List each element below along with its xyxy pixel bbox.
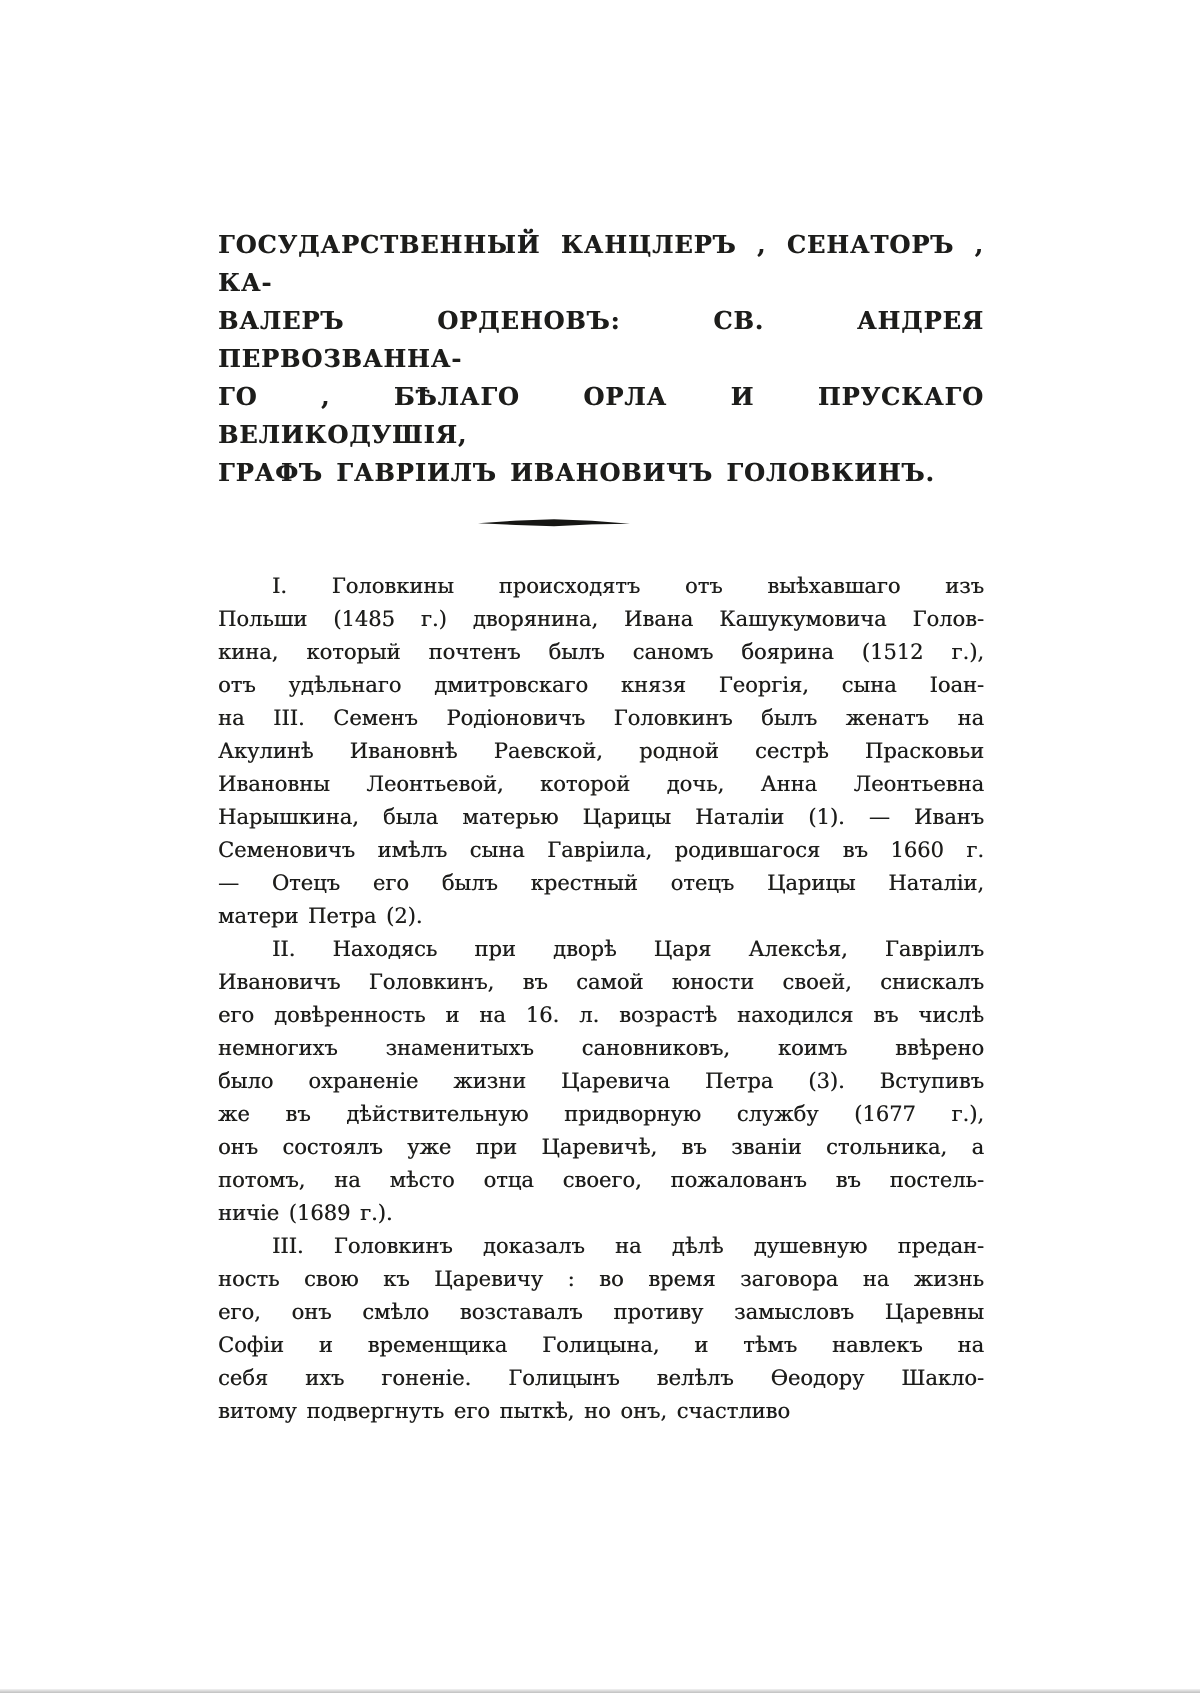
paragraph	[218, 570, 984, 933]
text-line: Нарышкина, была матерью Царицы Наталіи (1). — Иванъ	[218, 805, 984, 829]
heading-line: ГО , БѢЛАГО ОРЛА И ПРУСКАГО ВЕЛИКОДУШІЯ,	[218, 382, 984, 449]
heading-line: ВАЛЕРЪ ОРДЕНОВЪ: СВ. АНДРЕЯ ПЕРВОЗВАННА-	[218, 306, 984, 373]
text-line: ность свою къ Царевичу : во время заговора на жизнь	[218, 1267, 984, 1291]
text-line: Семеновичъ имѣлъ сына Гавріила, родившагося въ 1660 г.	[218, 838, 984, 862]
text-line: себя ихъ гоненіе. Голицынъ велѣлъ Ѳеодору Шакло-	[218, 1366, 984, 1390]
text-line: витому подвергнуть его пыткѣ, но онъ, счастливо	[218, 1399, 791, 1423]
text-line: отъ удѣльнаго дмитровскаго князя Георгія, сына Іоан-	[218, 673, 984, 697]
paragraph	[218, 1230, 984, 1428]
page-heading	[218, 226, 984, 492]
paragraph	[218, 933, 984, 1230]
text-line: его, онъ смѣло возставалъ противу замысловъ Царевны	[218, 1300, 984, 1324]
text-line: I. Головкины происходятъ отъ выѣхавшаго изъ	[272, 574, 984, 598]
text-line: Ивановны Леонтьевой, которой дочь, Анна Леонтьевна	[218, 772, 984, 796]
swell-rule-divider-icon	[478, 518, 630, 528]
text-line: Польши (1485 г.) дворянина, Ивана Кашукумовича Голов-	[218, 607, 984, 631]
heading-line: ГОСУДАРСТВЕННЫЙ КАНЦЛЕРЪ , СЕНАТОРЪ , КА-	[218, 230, 984, 297]
text-line: онъ состоялъ уже при Царевичѣ, въ званіи стольника, а	[218, 1135, 984, 1159]
heading-line: ГРАФЪ ГАВРІИЛЪ ИВАНОВИЧЪ ГОЛОВКИНЪ.	[218, 458, 935, 487]
text-line: было охраненіе жизни Царевича Петра (3). Вступивъ	[218, 1069, 984, 1093]
text-line: немногихъ знаменитыхъ сановниковъ, коимъ ввѣрено	[218, 1036, 984, 1060]
text-line: Софіи и временщика Голицына, и тѣмъ навлекъ на	[218, 1333, 984, 1357]
scan-bottom-edge	[0, 1689, 1200, 1693]
text-line: же въ дѣйствительную придворную службу (1677 г.),	[218, 1102, 984, 1126]
text-line: III. Головкинъ доказалъ на дѣлѣ душевную предан-	[272, 1234, 984, 1258]
text-line: ничіе (1689 г.).	[218, 1201, 393, 1225]
text-line: — Отецъ его былъ крестный отецъ Царицы Наталіи,	[218, 871, 984, 895]
text-line: потомъ, на мѣсто отца своего, пожалованъ въ постель-	[218, 1168, 984, 1192]
page-content	[218, 226, 984, 1428]
text-line: его довѣренность и на 16. л. возрастѣ находился въ числѣ	[218, 1003, 984, 1027]
text-line: Акулинѣ Ивановнѣ Раевской, родной сестрѣ Прасковьи	[218, 739, 984, 763]
text-line: Ивановичъ Головкинъ, въ самой юности своей, снискалъ	[218, 970, 984, 994]
text-line: кина, который почтенъ былъ саномъ боярина (1512 г.),	[218, 640, 984, 664]
divider-row	[218, 518, 984, 528]
text-line: на III. Семенъ Родіоновичъ Головкинъ былъ женатъ на	[218, 706, 984, 730]
text-line: матери Петра (2).	[218, 904, 423, 928]
page-body	[218, 570, 984, 1428]
text-line: II. Находясь при дворѣ Царя Алексѣя, Гавріилъ	[272, 937, 984, 961]
